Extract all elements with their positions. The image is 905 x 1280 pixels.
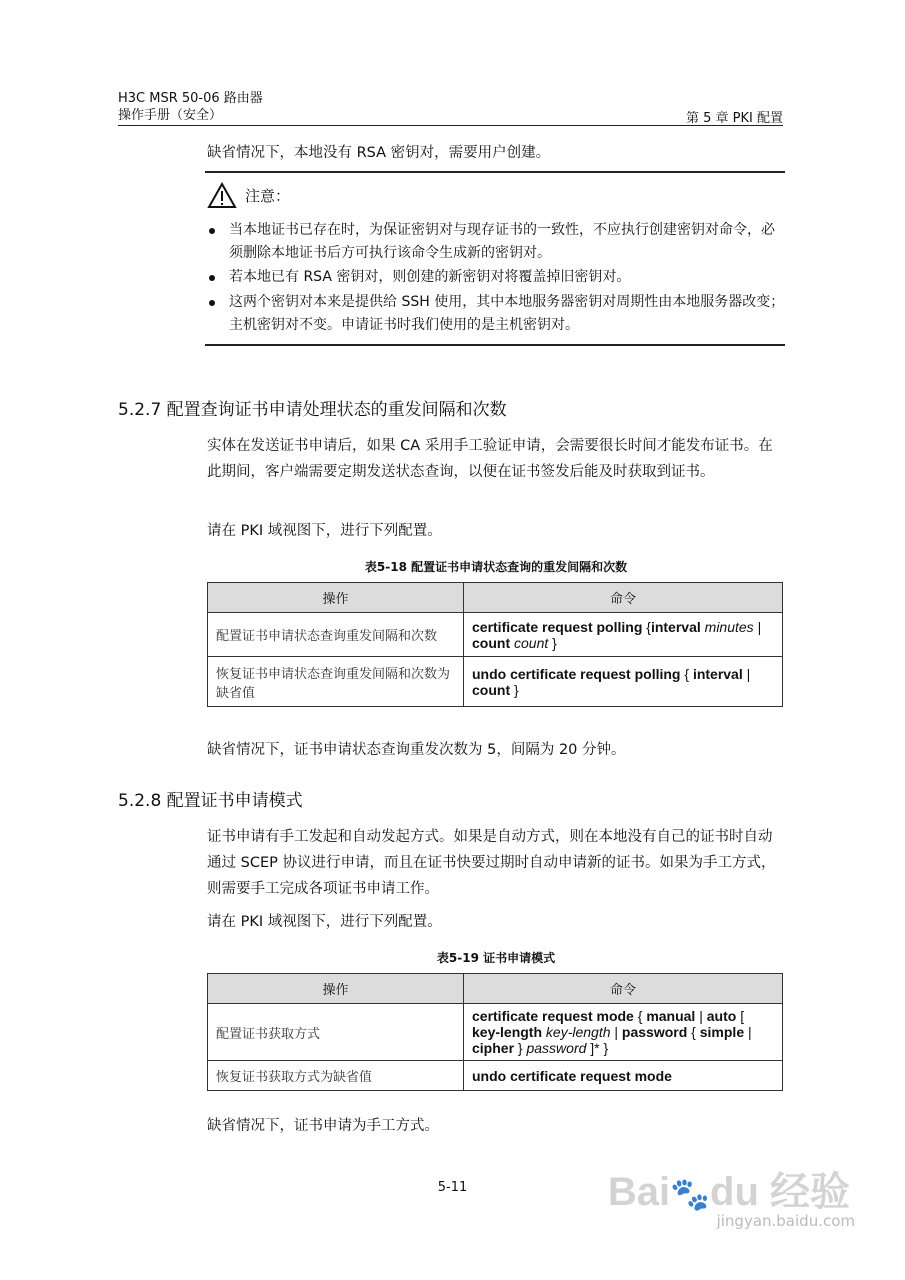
paragraph: 请在 PKI 域视图下，进行下列配置。 xyxy=(207,914,442,930)
paragraph: 缺省情况下，证书申请为手工方式。 xyxy=(207,1118,439,1134)
command-token: ]* } xyxy=(586,1040,609,1056)
command-cell xyxy=(464,1061,783,1091)
command-token: | xyxy=(742,665,751,682)
note-bottom-rule xyxy=(205,344,785,346)
command-token: } xyxy=(514,1040,527,1056)
command-token: manual xyxy=(646,1008,696,1024)
section-heading-5-2-8: 5.2.8 配置证书申请模式 xyxy=(118,791,303,811)
command-token: | xyxy=(744,1024,752,1040)
paragraph: 请在 PKI 域视图下，进行下列配置。 xyxy=(207,523,442,539)
command-token: | xyxy=(610,1024,622,1040)
note-item: 若本地已有 RSA 密钥对，则创建的新密钥对将覆盖掉旧密钥对。 xyxy=(207,266,785,289)
command-token: } xyxy=(548,634,557,651)
watermark-url: jingyan.baidu.com xyxy=(716,1212,855,1230)
command-cell xyxy=(464,657,783,707)
command-token: } xyxy=(510,681,519,698)
command-token: { xyxy=(687,1024,700,1040)
command-token: count xyxy=(472,681,511,698)
table-5-19 xyxy=(207,973,783,1091)
running-header xyxy=(118,90,263,124)
note-item: 当本地证书已存在时，为保证密钥对与现存证书的一致性，不应执行创建密钥对命令，必须删除本地证书后方可执行该命令生成新的密钥对。 xyxy=(207,219,785,265)
operation-cell: 恢复证书申请状态查询重发间隔和次数为缺省值 xyxy=(208,657,464,707)
section-heading-5-2-7: 5.2.7 配置查询证书申请处理状态的重发间隔和次数 xyxy=(118,400,507,420)
command-token: interval xyxy=(692,665,743,682)
command-token: | xyxy=(695,1008,707,1024)
command-token: certificate request polling xyxy=(472,618,647,635)
command-cell xyxy=(464,1004,783,1061)
note-item: 这两个密钥对本来是提供给 SSH 使用，其中本地服务器密钥对周期性由本地服务器改变；主机密钥对不变。申请证书时我们使用的是主机密钥对。 xyxy=(207,291,785,337)
table-row xyxy=(208,657,783,707)
table-caption: 表5-18 配置证书申请状态查询的重发间隔和次数 xyxy=(364,560,628,574)
operation-cell: 配置证书申请状态查询重发间隔和次数 xyxy=(208,613,464,657)
command-token: certificate request mode xyxy=(472,1008,638,1024)
manual-name: 操作手册（安全） xyxy=(118,108,223,123)
command-token: cipher xyxy=(472,1040,515,1056)
warning-icon xyxy=(207,182,237,209)
chapter-title: 第 5 章 PKI 配置 xyxy=(686,111,783,126)
baidu-watermark-logo: Bai🐾du 经验 xyxy=(607,1170,850,1214)
operation-cell: 配置证书获取方式 xyxy=(208,1004,464,1061)
paragraph: 证书申请有手工发起和自动发起方式。如果是自动方式，则在本地没有自己的证书时自动通过 SCEP 协议进行申请，而且在证书快要过期时自动申请新的证书。如果为手工方式，则需要手工完成各项证书申请工作。 xyxy=(207,829,776,897)
note-top-rule xyxy=(205,171,785,173)
command-token: undo certificate request mode xyxy=(472,1067,672,1084)
command-token: key-length xyxy=(545,1024,611,1040)
command-token: count xyxy=(472,634,514,651)
table-5-18 xyxy=(207,582,783,707)
command-token: | xyxy=(753,618,762,635)
command-token: { xyxy=(646,618,651,635)
command-token: password xyxy=(526,1040,587,1056)
table-row xyxy=(208,1061,783,1091)
paragraph: 实体在发送证书申请后，如果 CA 采用手工验证申请，会需要很长时间才能发布证书。在此期间，客户端需要定期发送状态查询，以便在证书签发后能及时获取到证书。 xyxy=(207,438,773,480)
command-token: { xyxy=(637,1008,647,1024)
command-token: undo certificate request polling xyxy=(472,665,685,682)
note-heading xyxy=(207,182,290,209)
table-row xyxy=(208,1004,783,1061)
command-cell xyxy=(464,613,783,657)
command-token: key-length xyxy=(472,1024,543,1040)
table-caption: 表5-19 证书申请模式 xyxy=(436,951,556,965)
column-header: 操作 xyxy=(208,583,464,613)
command-token: password xyxy=(621,1024,688,1040)
table-row xyxy=(208,613,783,657)
product-name: H3C MSR 50-06 路由器 xyxy=(118,91,263,106)
operation-cell: 恢复证书获取方式为缺省值 xyxy=(208,1061,464,1091)
command-token: minutes xyxy=(704,618,754,635)
note-title: 注意： xyxy=(245,187,291,205)
paragraph: 缺省情况下，证书申请状态查询重发次数为 5，间隔为 20 分钟。 xyxy=(207,742,626,758)
column-header: 操作 xyxy=(208,974,464,1004)
command-token: auto xyxy=(706,1008,737,1024)
command-token: { xyxy=(684,665,693,682)
column-header: 命令 xyxy=(464,583,783,613)
header-divider xyxy=(118,125,783,126)
command-token: interval xyxy=(650,618,705,635)
command-token: count xyxy=(514,634,549,651)
command-token: [ xyxy=(736,1008,745,1024)
column-header: 命令 xyxy=(464,974,783,1004)
page-number: 5-11 xyxy=(437,1180,468,1195)
command-token: simple xyxy=(699,1024,745,1040)
intro-text: 缺省情况下，本地没有 RSA 密钥对，需要用户创建。 xyxy=(207,145,551,161)
